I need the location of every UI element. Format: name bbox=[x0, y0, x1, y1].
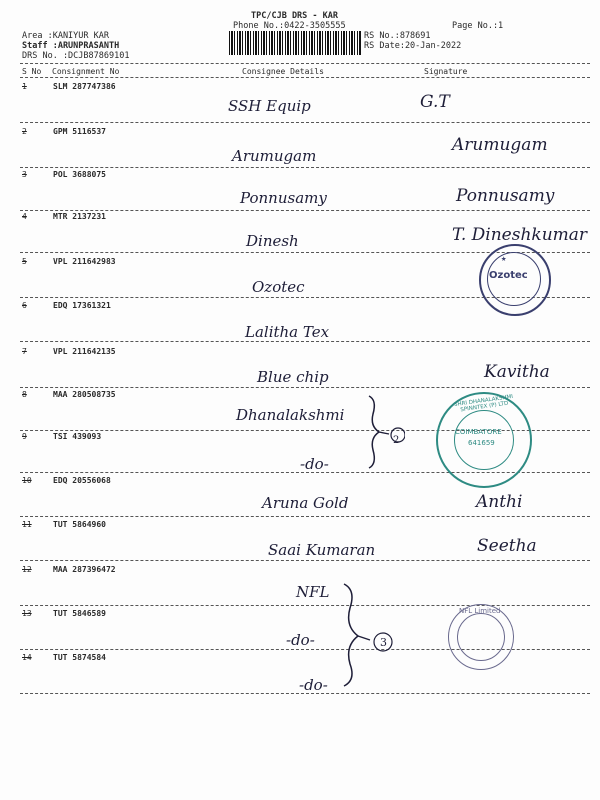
row-signature: Ponnusamy bbox=[456, 186, 555, 206]
group-1-marker: 2 bbox=[393, 435, 400, 446]
row-consignment: TSI 439093 bbox=[53, 432, 102, 441]
row-consignment: VPL 211642983 bbox=[53, 257, 116, 266]
document-title: TPC/CJB DRS - KAR bbox=[251, 11, 338, 21]
row-sno: 7 bbox=[22, 347, 27, 356]
ozotec-stamp-text: Ozotec bbox=[489, 270, 528, 281]
row-consignment: GPM 5116537 bbox=[53, 127, 106, 136]
table-row bbox=[0, 125, 600, 169]
row-consignment: TUT 5864960 bbox=[53, 520, 106, 529]
drs-number: DRS No. :DCJB87869101 bbox=[22, 51, 130, 61]
row-divider bbox=[20, 693, 590, 694]
row-consignment: SLM 287747386 bbox=[53, 82, 116, 91]
dhanalakshmi-stamp-pin: 641659 bbox=[468, 439, 495, 447]
barcode bbox=[229, 31, 361, 55]
row-consignee: Aruna Gold bbox=[262, 494, 349, 512]
table-row bbox=[0, 474, 600, 518]
ozotec-stamp bbox=[479, 244, 551, 316]
area-label: Area :KANIYUR KAR bbox=[22, 31, 109, 41]
row-divider bbox=[20, 560, 590, 561]
table-row bbox=[0, 563, 600, 607]
row-consignee: Dinesh bbox=[246, 232, 299, 250]
page-number: Page No.:1 bbox=[452, 21, 504, 31]
row-consignee: Dhanalakshmi bbox=[236, 406, 345, 424]
table-row bbox=[0, 651, 600, 695]
column-signature: Signature bbox=[424, 67, 468, 76]
row-divider bbox=[20, 516, 590, 517]
divider bbox=[20, 77, 590, 78]
row-sno: 11 bbox=[22, 520, 32, 529]
row-signature: Seetha bbox=[477, 536, 537, 556]
star-icon: ★ bbox=[501, 254, 507, 264]
row-consignee: Ozotec bbox=[252, 278, 305, 296]
row-consignee: Blue chip bbox=[257, 368, 329, 386]
bracket-group-1 bbox=[365, 392, 405, 472]
row-sno: 3 bbox=[22, 170, 27, 179]
row-divider bbox=[20, 605, 590, 606]
row-consignment: TUT 5846589 bbox=[53, 609, 106, 618]
row-sno: 4 bbox=[22, 212, 27, 221]
row-consignment: MAA 280508735 bbox=[53, 390, 116, 399]
divider bbox=[20, 63, 590, 64]
row-divider bbox=[20, 122, 590, 123]
table-row bbox=[0, 80, 600, 124]
row-sno: 8 bbox=[22, 390, 27, 399]
row-consignee: SSH Equip bbox=[228, 97, 311, 115]
row-sno: 14 bbox=[22, 653, 32, 662]
row-signature: Anthi bbox=[476, 492, 523, 512]
rs-number: RS No.:878691 bbox=[364, 31, 431, 41]
row-consignee: Lalitha Tex bbox=[245, 323, 330, 341]
row-consignment: MAA 287396472 bbox=[53, 565, 116, 574]
row-consignment: TUT 5874584 bbox=[53, 653, 106, 662]
row-consignee: Ponnusamy bbox=[240, 189, 327, 207]
rs-date: RS Date:20-Jan-2022 bbox=[364, 41, 462, 51]
row-consignment: VPL 211642135 bbox=[53, 347, 116, 356]
table-row bbox=[0, 168, 600, 212]
dhanalakshmi-stamp-name: SHRI DHANALAKSHMI SPINNTEX (P) LTD bbox=[453, 393, 514, 414]
dhanalakshmi-stamp bbox=[436, 392, 532, 488]
table-row bbox=[0, 518, 600, 562]
row-consignee: -do- bbox=[300, 455, 329, 473]
row-sno: 2 bbox=[22, 127, 27, 136]
row-consignment: EDQ 20556068 bbox=[53, 476, 111, 485]
row-signature: T. Dineshkumar bbox=[452, 225, 588, 245]
row-sno: 1 bbox=[22, 82, 27, 91]
bracket-group-2 bbox=[340, 580, 400, 690]
row-consignment: POL 3688075 bbox=[53, 170, 106, 179]
staff-label: Staff :ARUNPRASANTH bbox=[22, 41, 120, 51]
row-consignee: NFL bbox=[296, 583, 330, 601]
row-divider bbox=[20, 341, 590, 342]
row-sno: 13 bbox=[22, 609, 32, 618]
phone-number: Phone No.:0422-3505555 bbox=[233, 21, 346, 31]
table-row bbox=[0, 345, 600, 389]
row-signature: G.T bbox=[420, 92, 450, 112]
row-sno: 6 bbox=[22, 301, 27, 310]
column-consignee: Consignee Details bbox=[242, 67, 324, 76]
dhanalakshmi-stamp-city: COIMBATORE bbox=[455, 428, 502, 436]
row-consignment: MTR 2137231 bbox=[53, 212, 106, 221]
row-consignment: EDQ 17361321 bbox=[53, 301, 111, 310]
row-consignee: -do- bbox=[286, 631, 315, 649]
row-sno: 9 bbox=[22, 432, 27, 441]
row-sno: 5 bbox=[22, 257, 27, 266]
column-sno: S No bbox=[22, 67, 42, 76]
row-signature: Arumugam bbox=[452, 135, 548, 155]
row-consignee: Saai Kumaran bbox=[268, 541, 376, 559]
column-consignment: Consignment No bbox=[52, 67, 120, 76]
group-2-marker: 3 bbox=[380, 636, 387, 649]
nfl-stamp-text: NFL Limited bbox=[459, 607, 501, 615]
nfl-stamp bbox=[448, 604, 514, 670]
row-sno: 12 bbox=[22, 565, 32, 574]
row-sno: 10 bbox=[22, 476, 32, 485]
row-consignee: -do- bbox=[299, 676, 328, 694]
row-consignee: Arumugam bbox=[232, 147, 317, 165]
row-signature: Kavitha bbox=[484, 362, 550, 382]
